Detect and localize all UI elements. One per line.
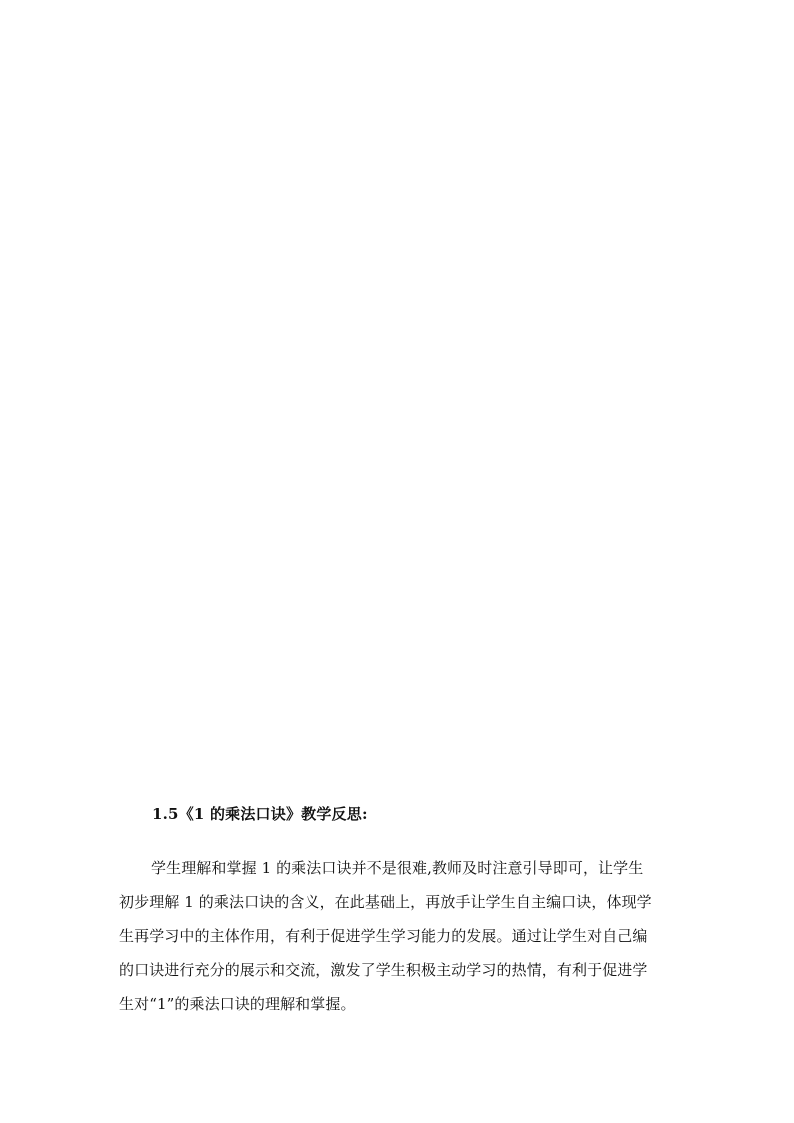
section-heading: 1.5《1 的乘法口诀》教学反思:: [152, 805, 368, 823]
reflection-paragraph: [119, 851, 689, 1021]
paragraph-line: 初步理解 1 的乘法口诀的含义，在此基础上，再放手让学生自主编口诀，体现学: [119, 893, 652, 911]
paragraph-line: 学生理解和掌握 1 的乘法口诀并不是很难,教师及时注意引导即可，让学生: [151, 859, 644, 877]
paragraph-line: 生对“1”的乘法口诀的理解和掌握。: [119, 995, 356, 1013]
paragraph-line: 生再学习中的主体作用，有利于促进学生学习能力的发展。通过让学生对自己编: [119, 927, 648, 945]
paragraph-line: 的口诀进行充分的展示和交流，激发了学生积极主动学习的热情，有利于促进学: [119, 961, 648, 979]
